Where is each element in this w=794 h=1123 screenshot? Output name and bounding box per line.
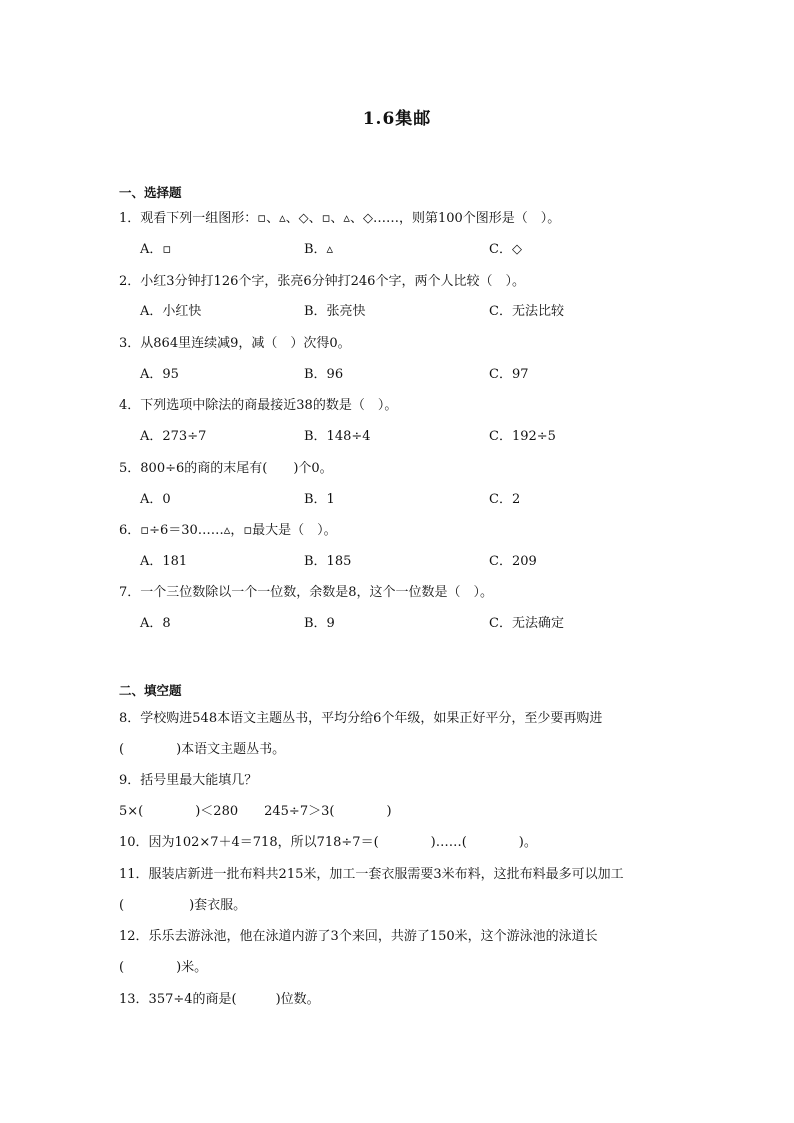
option-5a: A．0 [140,492,171,507]
option-2a: A．小红快 [140,304,202,319]
option-2c: C．无法比较 [489,304,564,319]
option-3b: B．96 [304,367,344,382]
question-7: 7．一个三位数除以一个一位数，余数是8，这个一位数是（ ）。 [119,585,494,600]
question-9-blanks: 5×( )＜280 245÷7＞3( ) [119,804,392,819]
option-2b: B．张亮快 [304,304,366,319]
question-11-line-1: 11．服装店新进一批布料共215米，加工一套衣服需要3米布料，这批布料最多可以加工 [119,867,624,882]
option-6a: A．181 [140,554,188,569]
question-8-line-2: ( )本语文主题丛书。 [119,742,286,757]
question-5: 5．800÷6的商的末尾有( )个0。 [119,461,333,476]
page-title: 1.6集邮 [362,109,432,129]
option-7b: B．9 [304,616,335,631]
option-4c: C．192÷5 [489,429,556,444]
option-5c: C．2 [489,492,521,507]
question-12-line-2: ( )米。 [119,960,208,975]
question-13: 13．357÷4的商是( )位数。 [119,992,320,1007]
question-9: 9．括号里最大能填几？ [119,773,258,788]
question-1: 1．观看下列一组图形：▫、▵、◇、▫、▵、◇……，则第100个图形是（ ）。 [119,211,561,226]
option-5b: B．1 [304,492,335,507]
option-1a: A．▫ [140,242,172,257]
question-3: 3．从864里连续减9，减（ ）次得0。 [119,336,351,351]
question-8-line-1: 8．学校购进548本语文主题丛书，平均分给6个年级，如果正好平分，至少要再购进 [119,711,603,726]
option-3c: C．97 [489,367,529,382]
question-11-line-2: ( )套衣服。 [119,898,247,913]
option-3a: A．95 [140,367,179,382]
section-heading-choice: 一、选择题 [119,185,182,200]
option-4b: B．148÷4 [304,429,371,444]
question-4: 4．下列选项中除法的商最接近38的数是（ ）。 [119,398,398,413]
option-7a: A．8 [140,616,171,631]
option-1c: C．◇ [489,242,522,257]
option-7c: C．无法确定 [489,616,564,631]
section-heading-fill: 二、填空题 [119,683,182,698]
option-6b: B．185 [304,554,352,569]
option-4a: A．273÷7 [140,429,207,444]
question-2: 2．小红3分钟打126个字，张亮6分钟打246个字，两个人比较（ ）。 [119,274,525,289]
question-12-line-1: 12．乐乐去游泳池，他在泳道内游了3个来回，共游了150米，这个游泳池的泳道长 [119,929,598,944]
option-6c: C．209 [489,554,537,569]
option-1b: B．▵ [304,242,334,257]
question-10: 10．因为102×7＋4＝718，所以718÷7＝( )……( )。 [119,835,537,850]
question-6: 6．▫÷6＝30……▵，▫最大是（ ）。 [119,523,337,538]
